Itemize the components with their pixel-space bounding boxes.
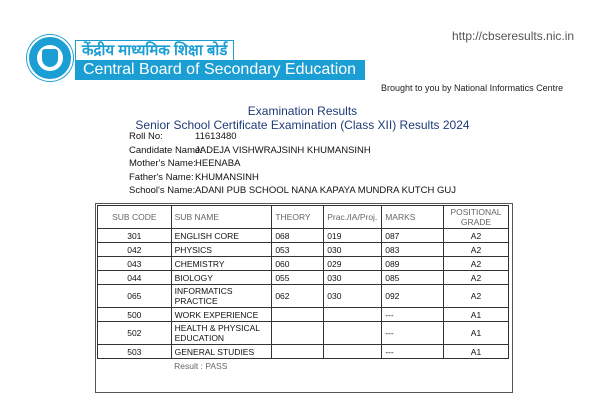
practical-marks: 030	[324, 271, 382, 285]
theory-marks: 062	[272, 285, 324, 308]
sub-code: 043	[98, 257, 172, 271]
theory-marks: 060	[272, 257, 324, 271]
col-header-practical: Prac./IA/Proj.	[324, 206, 382, 229]
result-row	[98, 359, 509, 373]
sub-code: 042	[98, 243, 172, 257]
practical-marks: 029	[324, 257, 382, 271]
sub-name: GENERAL STUDIES	[171, 345, 272, 359]
practical-marks: 019	[324, 229, 382, 243]
info-label: Mother's Name:	[129, 158, 196, 169]
grade: A1	[444, 345, 509, 359]
sub-code: 301	[98, 229, 172, 243]
grade: A2	[444, 271, 509, 285]
grade: A1	[444, 308, 509, 322]
theory-marks	[272, 345, 324, 359]
table-row	[98, 285, 509, 308]
sub-name: BIOLOGY	[171, 271, 272, 285]
english-title: Central Board of Secondary Education	[75, 60, 365, 80]
col-header-sub-name: SUB NAME	[171, 206, 272, 229]
sub-code: 500	[98, 308, 172, 322]
practical-marks: 030	[324, 285, 382, 308]
site-url[interactable]: http://cbseresults.nic.in	[452, 29, 575, 43]
sub-name: INFORMATICS PRACTICE	[171, 285, 272, 308]
brought-by-text: Brought to you by National Informatics Centre	[381, 83, 564, 93]
sub-code: 503	[98, 345, 172, 359]
exam-results-title: Examination Results	[247, 104, 358, 118]
theory-marks: 068	[272, 229, 324, 243]
total-marks: ---	[382, 322, 444, 345]
sub-code: 502	[98, 322, 172, 345]
total-marks: ---	[382, 308, 444, 322]
total-marks: 089	[382, 257, 444, 271]
info-label: Father's Name:	[129, 171, 194, 183]
info-label: Candidate Name:	[129, 144, 203, 156]
theory-marks	[272, 322, 324, 345]
candidate-name: JADEJA VISHWRAJSINH KHUMANSINH	[195, 144, 371, 156]
info-label: School's Name:	[129, 185, 196, 196]
total-marks: 085	[382, 271, 444, 285]
col-header-grade: POSITIONAL GRADE	[444, 206, 509, 229]
cbse-logo-icon	[27, 35, 73, 81]
theory-marks: 055	[272, 271, 324, 285]
roll-number: 11613480	[195, 131, 237, 142]
grade: A2	[444, 285, 509, 308]
info-label: Roll No:	[129, 131, 163, 142]
col-header-sub-code: SUB CODE	[98, 206, 172, 229]
exam-name-title: Senior School Certificate Examination (Class XII) Results 2024	[135, 118, 470, 132]
sub-name: HEALTH & PHYSICAL EDUCATION	[171, 322, 272, 345]
header	[0, 0, 605, 100]
total-marks: 092	[382, 285, 444, 308]
table-row	[98, 243, 509, 257]
practical-marks	[324, 308, 382, 322]
table-row	[98, 271, 509, 285]
grade: A2	[444, 257, 509, 271]
sub-code: 065	[98, 285, 172, 308]
table-row	[98, 308, 509, 322]
sub-name: ENGLISH CORE	[171, 229, 272, 243]
sub-name: PHYSICS	[171, 243, 272, 257]
practical-marks	[324, 322, 382, 345]
total-marks: 087	[382, 229, 444, 243]
sub-name: WORK EXPERIENCE	[171, 308, 272, 322]
result-titles	[0, 104, 605, 132]
table-row	[98, 257, 509, 271]
table-row	[98, 322, 509, 345]
result-text: Result : PASS	[174, 360, 228, 371]
theory-marks	[272, 308, 324, 322]
practical-marks	[324, 345, 382, 359]
table-row	[98, 345, 509, 359]
school-name: ADANI PUB SCHOOL NANA KAPAYA MUNDRA KUTCH GUJ	[195, 185, 456, 196]
theory-marks: 053	[272, 243, 324, 257]
total-marks: 083	[382, 243, 444, 257]
table-header-row	[98, 206, 509, 229]
grade: A2	[444, 229, 509, 243]
hindi-title: केंद्रीय माध्यमिक शिक्षा बोर्ड	[75, 40, 234, 61]
grade: A2	[444, 243, 509, 257]
mother-name: HEENABA	[195, 158, 241, 169]
practical-marks: 030	[324, 243, 382, 257]
table-row	[98, 229, 509, 243]
col-header-theory: THEORY	[272, 206, 324, 229]
sub-code: 044	[98, 271, 172, 285]
sub-name: CHEMISTRY	[171, 257, 272, 271]
grade: A1	[444, 322, 509, 345]
marks-table	[97, 205, 509, 372]
father-name: KHUMANSINH	[195, 171, 259, 183]
col-header-marks: MARKS	[382, 206, 444, 229]
total-marks: ---	[382, 345, 444, 359]
